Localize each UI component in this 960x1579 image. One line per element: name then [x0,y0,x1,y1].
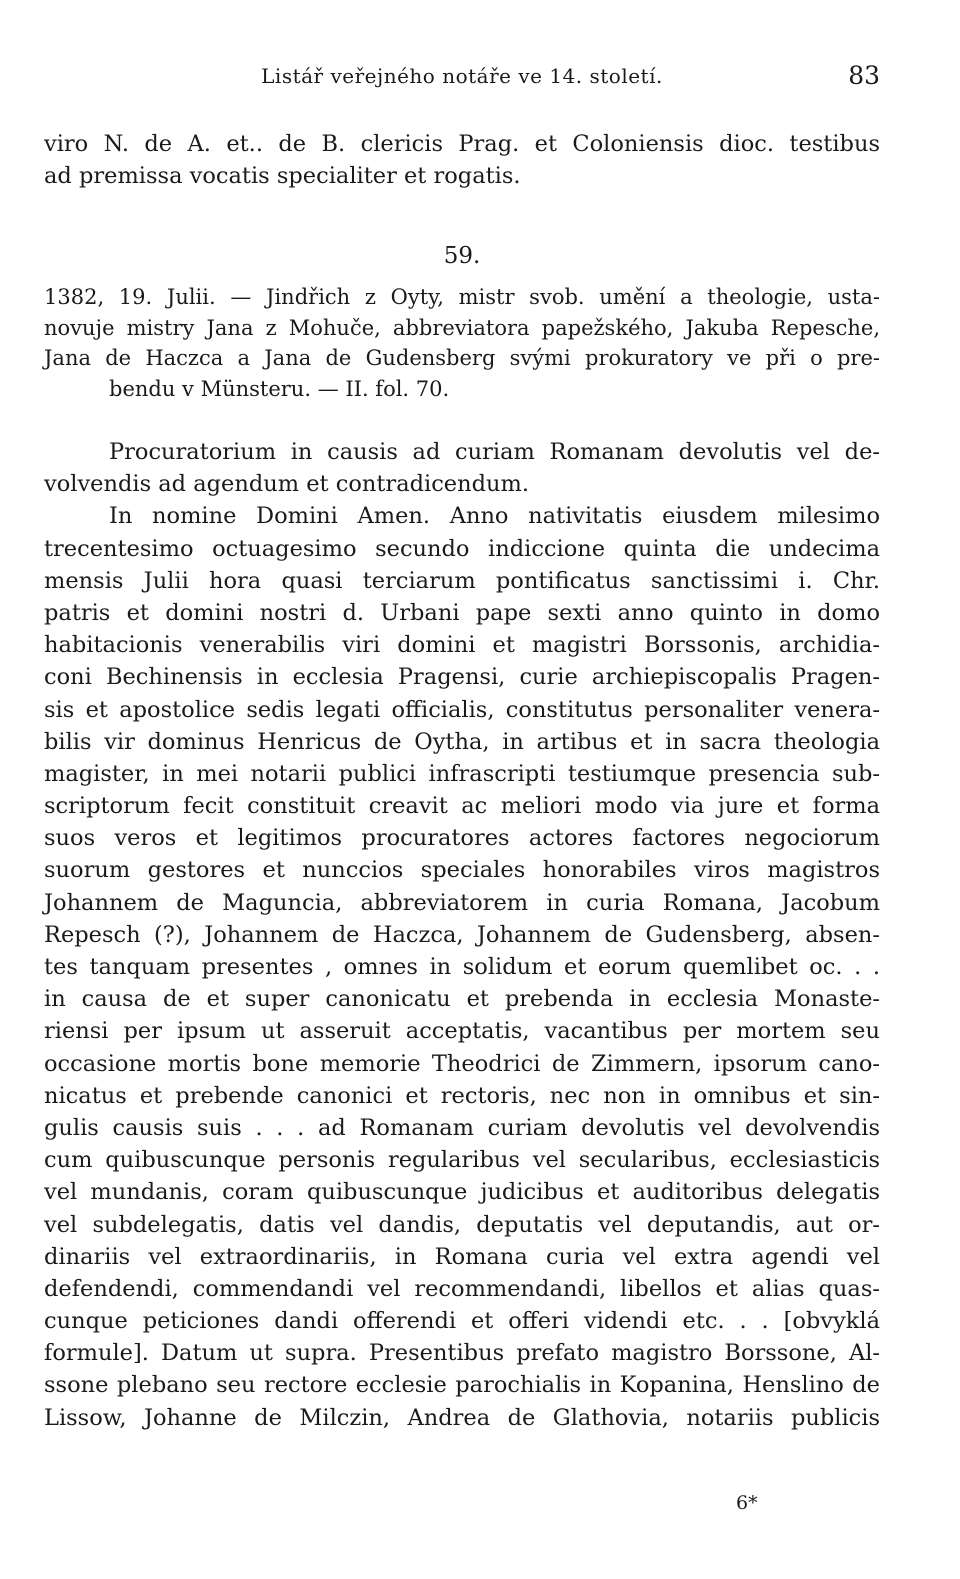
text-line: 1382, 19. Julii. — Jindřich z Oyty, mistr svob. umění a theologie, usta- [44,285,880,309]
text-line: ad premissa vocatis specialiter et rogatis. [44,163,521,190]
text-line: riensi per ipsum ut asseruit acceptatis, vacantibus per mortem seu [44,1018,880,1045]
text-line: patris et domini nostri d. Urbani pape sexti anno quinto in domo [44,599,880,626]
regest-paragraph [44,282,880,404]
text-line: Lissow, Johanne de Milczin, Andrea de Glathovia, notariis publicis [44,1404,880,1431]
text-line: formule]. Datum ut supra. Presentibus prefato magistro Borssone, Al- [44,1340,880,1367]
text-line: defendendi, commendandi vel recommendandi, libellos et alias quas- [44,1275,880,1302]
page-number: 83 [848,61,880,90]
text-line: tes tanquam presentes , omnes in solidum et eorum quemlibet oc. . . [44,954,880,980]
text-line: bendu v Münsteru. — II. fol. 70. [109,376,450,401]
text-line: gulis causis suis . . . ad Romanam curiam devolutis vel devolvendis [44,1114,880,1141]
text-line: Procuratorium in causis ad curiam Romanam devolutis vel de- [109,439,880,465]
text-line: dinariis vel extraordinariis, in Romana curia vel extra agendi vel [44,1243,880,1270]
text-line: vel mundanis, coram quibuscunque judicibus et auditoribus delegatis [44,1179,880,1206]
opening-paragraph [44,128,880,192]
text-line: vel subdelegatis, datis vel dandis, deputatis vel deputandis, aut or- [44,1211,880,1238]
text-line: in causa de et super canonicatu et prebenda in ecclesia Monaste- [44,986,880,1013]
text-line: coni Bechinensis in ecclesia Pragensi, curie archiepiscopalis Pragen- [44,664,880,691]
text-line: suos veros et legitimos procuratores actores factores negociorum [44,825,880,852]
text-line: trecentesimo octuagesimo secundo indiccione quinta die undecima [44,535,880,562]
text-line: volvendis ad agendum et contradicendum. [44,471,529,498]
text-line: Jana de Haczca a Jana de Gudensberg svými prokuratory ve při o pre- [44,346,880,371]
text-line: nicatus et prebende canonici et rectoris, nec non in omnibus et sin- [44,1082,880,1109]
text-line: cum quibuscunque personis regularibus vel secularibus, ecclesiasticis [44,1147,880,1174]
text-line: cunque peticiones dandi offerendi et offeri videndi etc. . . [obvyklá [44,1308,880,1335]
text-line: Repesch (?), Johannem de Haczca, Johannem de Gudensberg, absen- [44,921,880,948]
signature-mark: 6* [736,1492,758,1514]
text-line: ssone plebano seu rectore ecclesie parochialis in Kopanina, Henslino de [44,1372,880,1399]
text-line: Johannem de Maguncia, abbreviatorem in curia Romana, Jacobum [44,889,880,916]
text-line: suorum gestores et nunccios speciales honorabiles viros magistros [44,857,880,884]
text-line: viro N. de A. et.. de B. clericis Prag. et Coloniensis dioc. testibus [44,131,880,157]
body-text [44,436,880,1434]
text-line: In nomine Domini Amen. Anno nativitatis eiusdem milesimo [109,503,880,530]
text-line: mensis Julii hora quasi terciarum pontificatus sanctissimi i. Chr. [44,567,880,594]
text-line: occasione mortis bone memorie Theodrici de Zimmern, ipsorum cano- [44,1050,880,1077]
text-line: bilis vir dominus Henricus de Oytha, in artibus et in sacra theologia [44,728,880,755]
text-line: scriptorum fecit constituit creavit ac meliori modo via jure et forma [44,793,880,820]
document-number: 59. [443,243,481,269]
text-line: habitacionis venerabilis viri domini et magistri Borssonis, archidia- [44,632,880,659]
text-line: novuje mistry Jana z Mohuče, abbreviatora papežského, Jakuba Repesche, [44,315,880,340]
running-title: Listář veřejného notáře ve 14. století. [261,64,663,88]
running-head [44,58,880,94]
text-line: sis et apostolice sedis legati officialis, constitutus personaliter venera- [44,696,880,723]
text-line: magister, in mei notarii publici infrascripti testiumque presencia sub- [44,760,880,787]
